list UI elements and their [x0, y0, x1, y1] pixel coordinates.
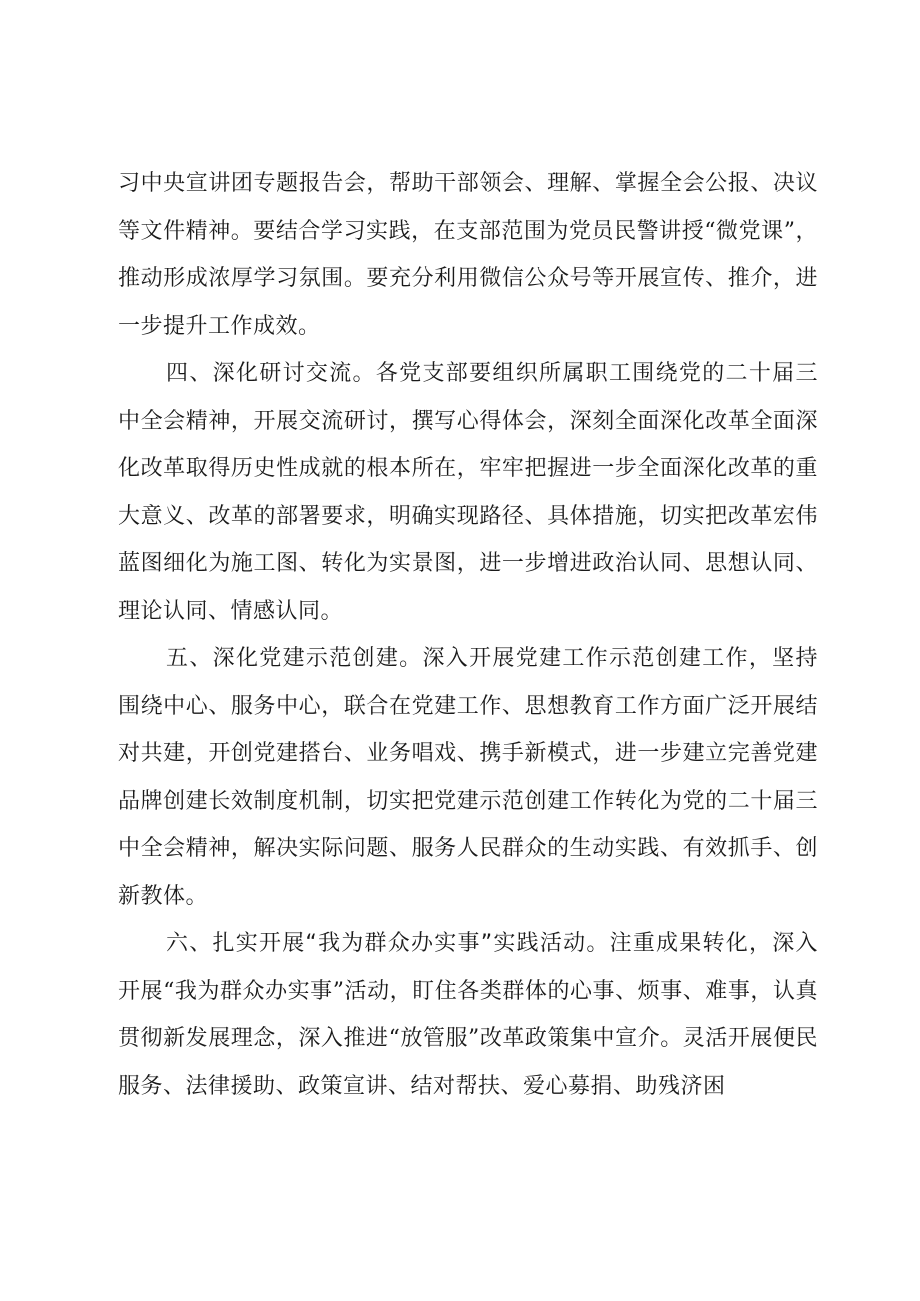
paragraph-body: 各党支部要组织所属职工围绕党的二十届三中全会精神，开展交流研讨，撰写心得体会，深刻全面深化改革全面深化改革取得历史性成就的根本所在，牢牢把握进一步全面深化改革的重大意义、改革的部署要求，明确实现路径、具体措施，切实把改革宏伟蓝图细化为施工图、转化为实景图，进一步增进政治认同、思想认同、理论认同、情感认同。: [118, 361, 818, 624]
paragraph-continuation: [118, 160, 818, 350]
paragraph-body: 习中央宣讲团专题报告会，帮助干部领会、理解、掌握全会公报、决议等文件精神。要结合学习实践，在支部范围为党员民警讲授“微党课”，推动形成浓厚学习氛围。要充分利用微信公众号等开展宣传、推介，进一步提升工作成效。: [118, 171, 818, 339]
paragraph-body: 深入开展党建工作示范创建工作，坚持围绕中心、服务中心，联合在党建工作、思想教育工作方面广泛开展结对共建，开创党建搭台、业务唱戏、携手新模式，进一步建立完善党建品牌创建长效制度机制，切实把党建示范创建工作转化为党的二十届三中全会精神，解决实际问题、服务人民群众的生动实践、有效抓手、创新教体。: [118, 646, 818, 909]
section-heading: 五、深化党建示范创建。: [166, 646, 423, 671]
section-heading: 六、扎实开展“我为群众办实事”实践活动。: [166, 931, 610, 956]
paragraph-section-5: [118, 635, 818, 920]
paragraph-section-6: [118, 920, 818, 1110]
paragraph-section-4: [118, 350, 818, 635]
section-heading: 四、深化研讨交流。: [166, 361, 376, 386]
paragraph-body: 注重成果转化，深入开展“我为群众办实事”活动，盯住各类群体的心事、烦事、难事，认真贯彻新发展理念，深入推进“放管服”改革政策集中宣介。灵活开展便民服务、法律援助、政策宣讲、结对帮扶、爱心募捐、助残济困: [118, 931, 818, 1099]
document-body: [118, 160, 818, 1110]
